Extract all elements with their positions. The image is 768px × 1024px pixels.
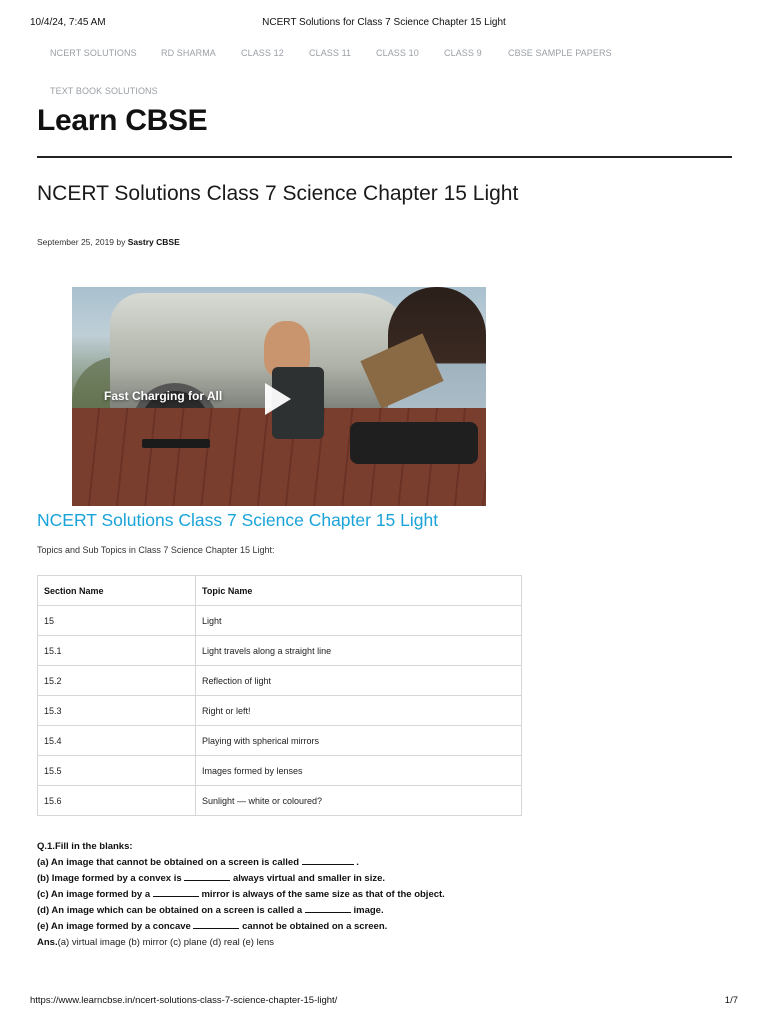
question-text: (b) Image formed by a convex is <box>37 873 182 884</box>
question-text: . <box>356 857 359 868</box>
question-item-d <box>37 903 445 919</box>
nav-item-class-12[interactable]: CLASS 12 <box>241 48 284 58</box>
table-row <box>38 636 522 666</box>
fill-blank <box>193 920 239 929</box>
print-page-title: NCERT Solutions for Class 7 Science Chapter 15 Light <box>262 17 506 28</box>
play-icon[interactable] <box>265 383 291 415</box>
table-cell-topic: Light <box>196 606 522 636</box>
table-row <box>38 666 522 696</box>
print-footer <box>30 995 738 1009</box>
nav-item-class-9[interactable]: CLASS 9 <box>444 48 482 58</box>
nav-item-class-11[interactable]: CLASS 11 <box>309 48 352 58</box>
post-author-link[interactable]: Sastry CBSE <box>127 237 180 247</box>
video-player[interactable] <box>72 287 486 506</box>
question-block <box>37 839 445 951</box>
print-datetime: 10/4/24, 7:45 AM <box>30 17 106 28</box>
table-header-row <box>38 576 522 606</box>
header-divider <box>37 156 732 158</box>
table-cell-topic: Images formed by lenses <box>196 756 522 786</box>
fill-blank <box>184 872 230 881</box>
post-meta <box>37 237 180 247</box>
table-cell-topic: Sunlight — white or coloured? <box>196 786 522 816</box>
print-page-number: 1/7 <box>724 995 738 1006</box>
table-cell-topic: Right or left! <box>196 696 522 726</box>
video-scene-speaker <box>350 422 478 464</box>
question-text: mirror is always of the same size as that of the object. <box>201 889 445 900</box>
fill-blank <box>305 904 351 913</box>
nav-item-text-book-solutions[interactable]: TEXT BOOK SOLUTIONS <box>50 86 158 96</box>
site-title[interactable]: Learn CBSE <box>37 104 208 137</box>
table-row <box>38 786 522 816</box>
post-date: September 25, 2019 <box>37 237 115 247</box>
section-intro: Topics and Sub Topics in Class 7 Science Chapter 15 Light: <box>37 545 275 555</box>
table-row <box>38 726 522 756</box>
table-row <box>38 606 522 636</box>
table-header-cell: Section Name <box>38 576 196 606</box>
nav-item-ncert-solutions[interactable]: NCERT SOLUTIONS <box>50 48 137 58</box>
nav-item-rd-sharma[interactable]: RD SHARMA <box>161 48 216 58</box>
table-header-cell: Topic Name <box>196 576 522 606</box>
table-cell-topic: Reflection of light <box>196 666 522 696</box>
table-cell-topic: Playing with spherical mirrors <box>196 726 522 756</box>
topics-table <box>37 575 522 816</box>
table-cell-section: 15.3 <box>38 696 196 726</box>
post-by: by <box>116 237 126 247</box>
table-row <box>38 756 522 786</box>
question-item-b <box>37 871 445 887</box>
print-url: https://www.learncbse.in/ncert-solutions-class-7-science-chapter-15-light/ <box>30 995 338 1006</box>
section-heading: NCERT Solutions Class 7 Science Chapter 15 Light <box>37 510 439 530</box>
table-row <box>38 696 522 726</box>
video-scene-phone <box>142 439 210 448</box>
answer-label: Ans. <box>37 937 58 948</box>
video-overlay-text: Fast Charging for All <box>104 389 223 403</box>
question-text: cannot be obtained on a screen. <box>242 921 388 932</box>
question-item-a <box>37 855 445 871</box>
table-cell-section: 15.4 <box>38 726 196 756</box>
question-text: (c) An image formed by a <box>37 889 151 900</box>
fill-blank <box>153 888 199 897</box>
question-text: (d) An image which can be obtained on a screen is called a <box>37 905 303 916</box>
table-cell-section: 15 <box>38 606 196 636</box>
print-header <box>30 17 738 31</box>
answer-line <box>37 935 445 951</box>
table-cell-section: 15.6 <box>38 786 196 816</box>
question-text: (e) An image formed by a concave <box>37 921 191 932</box>
fill-blank <box>302 856 354 865</box>
table-cell-section: 15.2 <box>38 666 196 696</box>
question-text: image. <box>353 905 384 916</box>
question-text: always virtual and smaller in size. <box>232 873 386 884</box>
question-item-e <box>37 919 445 935</box>
nav-item-cbse-sample-papers[interactable]: CBSE SAMPLE PAPERS <box>508 48 612 58</box>
post-title: NCERT Solutions Class 7 Science Chapter 15 Light <box>37 182 519 205</box>
nav-item-class-10[interactable]: CLASS 10 <box>376 48 419 58</box>
question-heading: Q.1.Fill in the blanks: <box>37 841 133 852</box>
question-text: (a) An image that cannot be obtained on a screen is called <box>37 857 300 868</box>
answer-text: (a) virtual image (b) mirror (c) plane (d) real (e) lens <box>57 937 275 948</box>
table-cell-section: 15.5 <box>38 756 196 786</box>
question-item-c <box>37 887 445 903</box>
table-cell-topic: Light travels along a straight line <box>196 636 522 666</box>
table-cell-section: 15.1 <box>38 636 196 666</box>
